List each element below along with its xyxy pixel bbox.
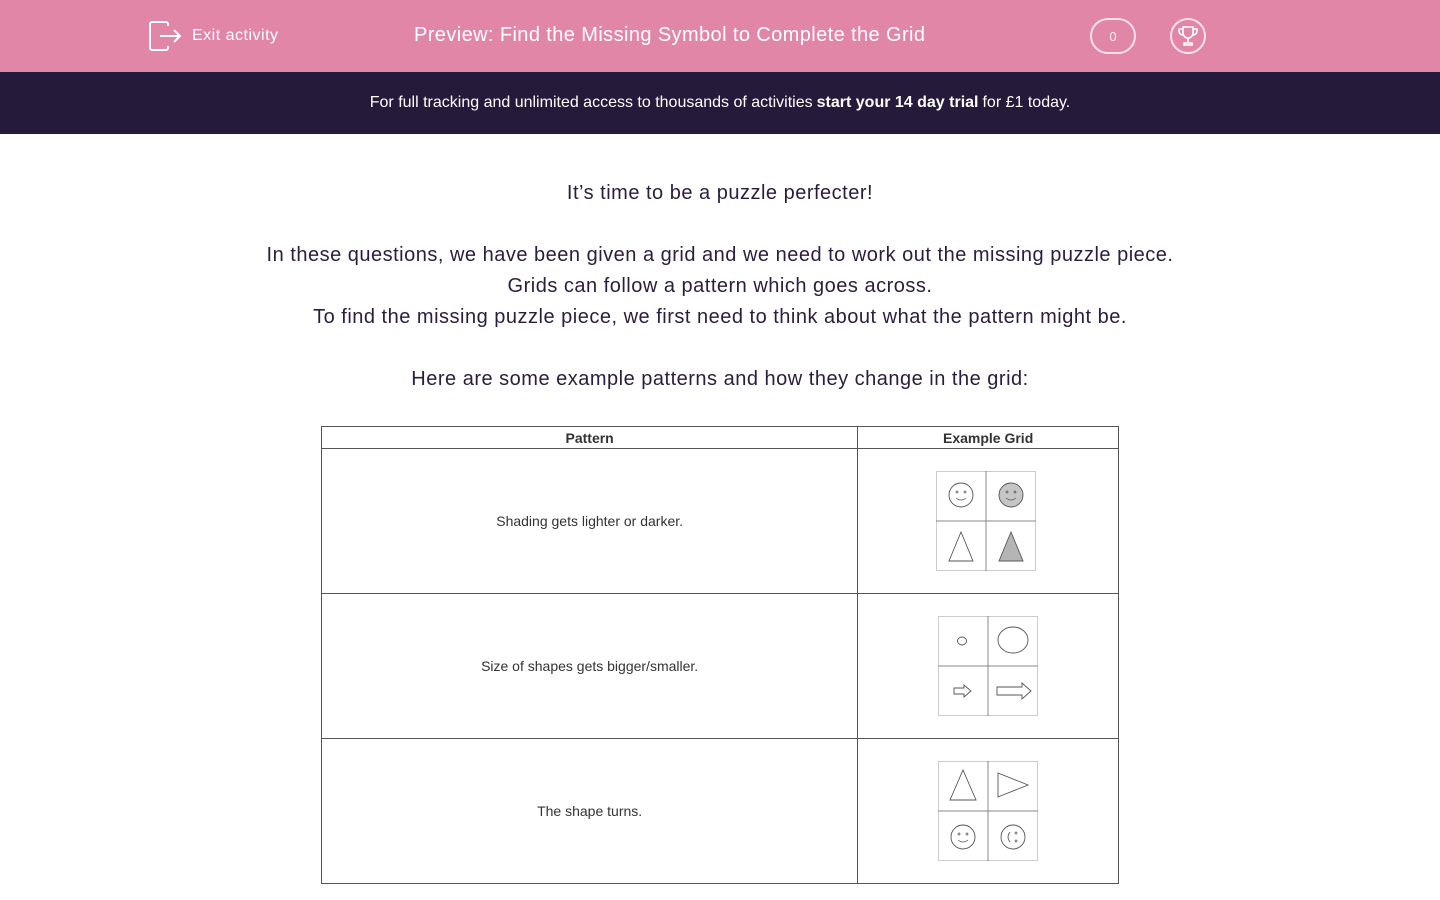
score-badge: 0 bbox=[1090, 18, 1136, 54]
intro-text bbox=[0, 178, 1440, 395]
example-grid-cell bbox=[858, 594, 1119, 739]
trial-link[interactable]: start your 14 day trial bbox=[816, 94, 979, 111]
table-row bbox=[322, 594, 1119, 739]
intro-line: In these questions, we have been given a grid and we need to work out the missing puzzle piece. bbox=[266, 244, 1174, 266]
page-title: Preview: Find the Missing Symbol to Complete the Grid bbox=[414, 24, 926, 46]
pattern-description: The shape turns. bbox=[322, 739, 858, 884]
banner-text: For full tracking and unlimited access to thousands of activities bbox=[369, 94, 813, 111]
banner-text-end: for £1 today. bbox=[982, 94, 1071, 111]
rotation-grid bbox=[938, 761, 1038, 861]
column-header-pattern: Pattern bbox=[322, 427, 858, 449]
top-bar bbox=[0, 0, 1440, 72]
pattern-description: Shading gets lighter or darker. bbox=[322, 449, 858, 594]
column-header-example-grid: Example Grid bbox=[858, 427, 1119, 449]
example-grid-cell bbox=[858, 449, 1119, 594]
exit-icon bbox=[148, 21, 182, 51]
trophy-button[interactable] bbox=[1170, 18, 1206, 54]
exit-activity-label: Exit activity bbox=[192, 27, 279, 44]
example-grid-cell bbox=[858, 739, 1119, 884]
intro-line: Grids can follow a pattern which goes across. bbox=[507, 275, 933, 297]
table-row bbox=[322, 449, 1119, 594]
shaded-smiley-face-icon bbox=[999, 483, 1023, 507]
shading-grid bbox=[936, 471, 1036, 571]
intro-line: It’s time to be a puzzle perfecter! bbox=[566, 182, 874, 204]
table-row bbox=[322, 739, 1119, 884]
pattern-description: Size of shapes gets bigger/smaller. bbox=[322, 594, 858, 739]
size-grid bbox=[938, 616, 1038, 716]
intro-line: Here are some example patterns and how they change in the grid: bbox=[411, 368, 1029, 390]
trial-banner bbox=[0, 72, 1440, 134]
patterns-table bbox=[321, 426, 1119, 884]
exit-activity-button[interactable] bbox=[148, 20, 279, 52]
intro-line: To find the missing puzzle piece, we first need to think about what the pattern might be. bbox=[313, 306, 1127, 328]
table-header-row bbox=[322, 427, 1119, 449]
trophy-icon bbox=[1177, 25, 1199, 47]
